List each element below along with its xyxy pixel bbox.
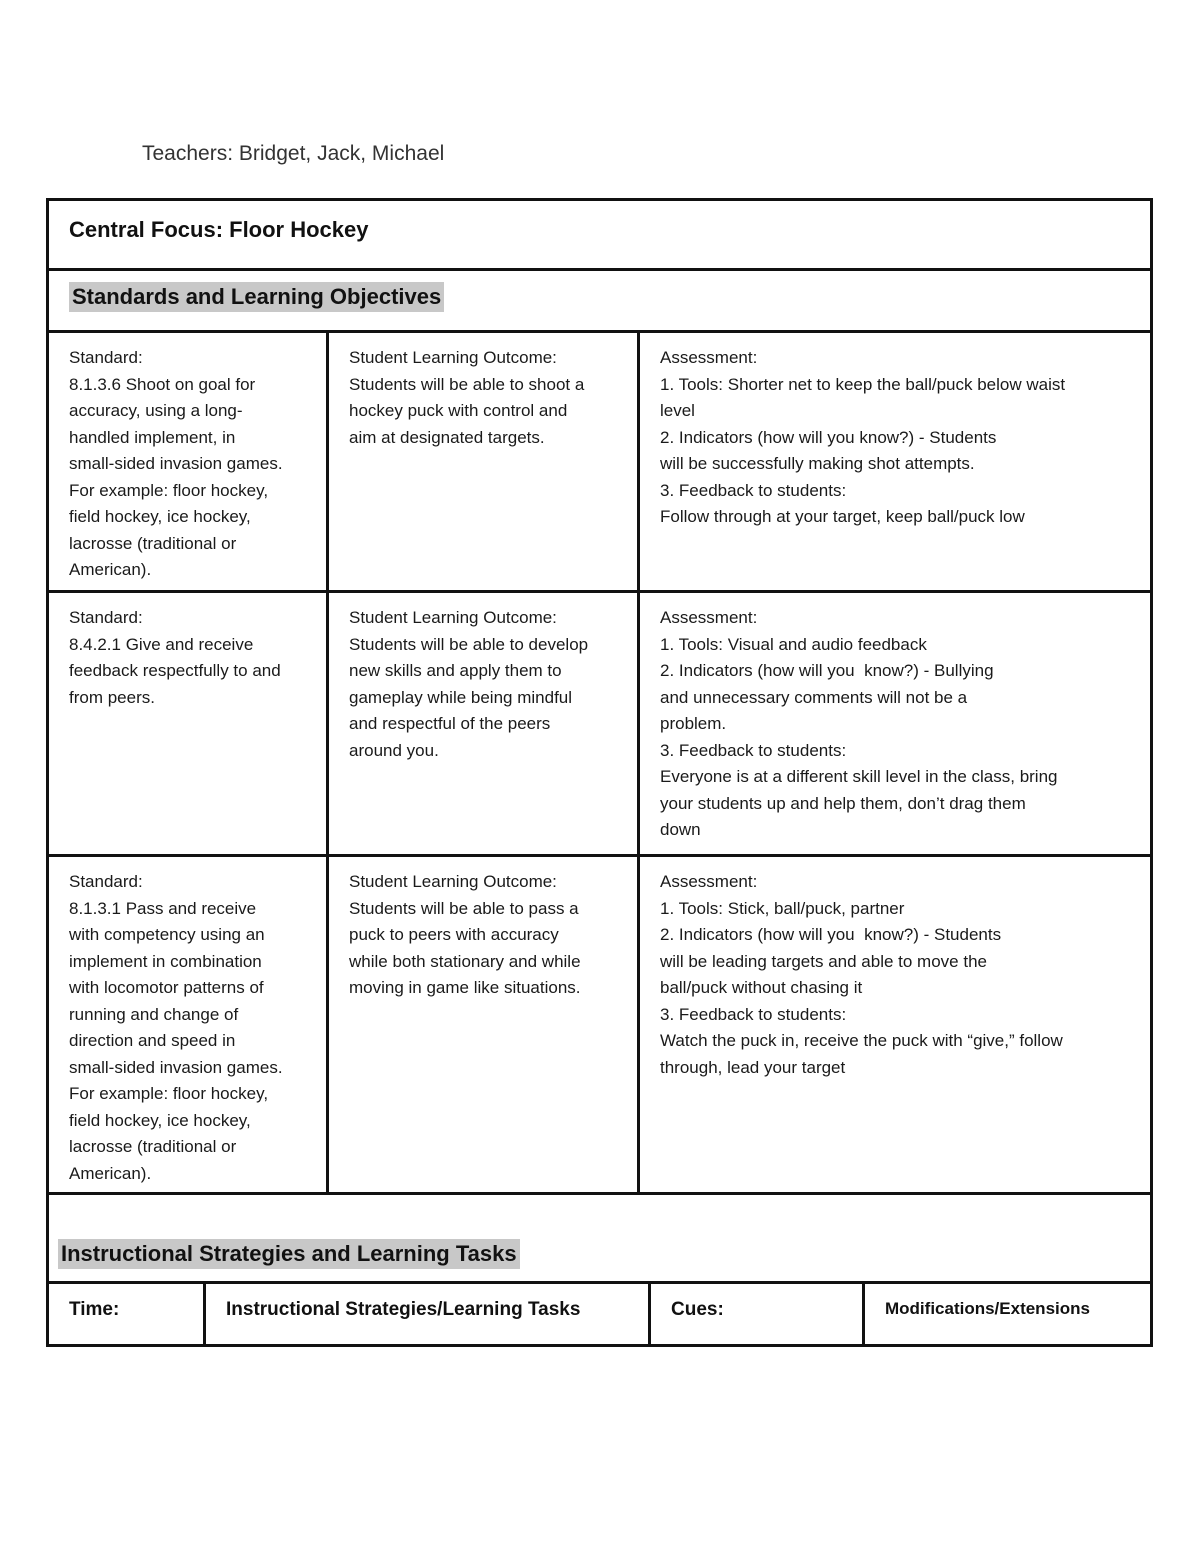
assessment-line: Assessment: (660, 872, 758, 891)
assessment-line: will be successfully making shot attempts. (660, 454, 975, 473)
strategies-header: Instructional Strategies/Learning Tasks (206, 1284, 651, 1344)
standard-line: lacrosse (traditional or (69, 1137, 237, 1156)
standard-line: 8.1.3.1 Pass and receive (69, 898, 257, 918)
outcome-line: moving in game like situations. (349, 978, 581, 997)
standards-heading-row (49, 271, 1150, 333)
outcome-line: hockey puck with control and (349, 401, 568, 420)
outcome-line: Students will be able to shoot a (349, 374, 585, 394)
assessment-line: 2. Indicators (how will you know?) - Students (660, 427, 997, 447)
tasks-table-header (49, 1284, 1150, 1344)
standard-line: with competency using an (69, 925, 265, 944)
outcome-line: new skills and apply them to (349, 661, 562, 680)
outcome-cell (329, 593, 640, 854)
assessment-line: 2. Indicators (how will you know?) - Bullying (660, 661, 994, 680)
standard-line: small-sided invasion games. (69, 1057, 283, 1077)
instructional-heading-row (49, 1195, 1150, 1284)
assessment-cell (640, 857, 1150, 1192)
assessment-line: level (660, 401, 695, 420)
assessment-line: Follow through at your target, keep ball/puck low (660, 507, 1025, 526)
cues-header: Cues: (651, 1284, 865, 1344)
standard-line: field hockey, ice hockey, (69, 1110, 251, 1130)
outcome-line: and respectful of the peers (349, 714, 551, 733)
outcome-line: Students will be able to pass a (349, 898, 579, 918)
standard-line: implement in combination (69, 951, 262, 971)
standard-cell (49, 857, 329, 1192)
standard-line: direction and speed in (69, 1031, 236, 1050)
assessment-line: through, lead your target (660, 1057, 846, 1077)
standard-line: accuracy, using a long- (69, 401, 243, 420)
assessment-line: 1. Tools: Shorter net to keep the ball/puck below waist (660, 374, 1066, 394)
assessment-line: 1. Tools: Stick, ball/puck, partner (660, 898, 905, 918)
outcome-line: around you. (349, 740, 439, 760)
standard-line: For example: floor hockey, (69, 1084, 269, 1103)
assessment-line: 1. Tools: Visual and audio feedback (660, 634, 927, 654)
standard-line: field hockey, ice hockey, (69, 507, 251, 526)
assessment-line: 3. Feedback to students: (660, 480, 847, 500)
time-header: Time: (49, 1284, 206, 1344)
standard-row (49, 857, 1150, 1195)
standard-cell (49, 333, 329, 590)
instructional-heading: Instructional Strategies and Learning Tasks (58, 1239, 520, 1269)
standard-row (49, 333, 1150, 593)
assessment-cell (640, 333, 1150, 590)
outcome-line: aim at designated targets. (349, 427, 545, 447)
standard-line: 8.4.2.1 Give and receive (69, 634, 254, 654)
assessment-line: ball/puck without chasing it (660, 978, 863, 997)
central-focus-title: Central Focus: Floor Hockey (69, 217, 369, 242)
assessment-line: Watch the puck in, receive the puck with “give,” follow (660, 1031, 1063, 1050)
assessment-line: 3. Feedback to students: (660, 740, 847, 760)
assessment-cell (640, 593, 1150, 854)
central-focus-row (49, 201, 1150, 271)
assessment-line: Everyone is at a different skill level in the class, bring (660, 767, 1058, 786)
standard-line: handled implement, in (69, 427, 236, 447)
lesson-plan-table (46, 198, 1153, 1347)
assessment-line: problem. (660, 714, 727, 733)
outcome-line: gameplay while being mindful (349, 687, 573, 707)
standard-cell (49, 593, 329, 854)
assessment-line: Assessment: (660, 348, 758, 367)
teachers-line: Teachers: Bridget, Jack, Michael (142, 142, 445, 165)
assessment-line: 2. Indicators (how will you know?) - Students (660, 925, 1002, 944)
standard-line: 8.1.3.6 Shoot on goal for (69, 374, 256, 394)
outcome-cell (329, 333, 640, 590)
standard-line: with locomotor patterns of (69, 978, 264, 997)
outcome-line: Student Learning Outcome: (349, 348, 557, 367)
standard-line: from peers. (69, 687, 155, 707)
assessment-line: down (660, 820, 701, 839)
assessment-line: your students up and help them, don’t drag them (660, 793, 1026, 813)
standard-line: lacrosse (traditional or (69, 533, 237, 553)
modifications-header: Modifications/Extensions (885, 1299, 1090, 1318)
standard-line: For example: floor hockey, (69, 480, 269, 500)
standard-line: small-sided invasion games. (69, 454, 283, 473)
standard-line: American). (69, 1163, 152, 1183)
outcome-line: Student Learning Outcome: (349, 872, 557, 891)
standard-line: Standard: (69, 608, 143, 627)
assessment-line: and unnecessary comments will not be a (660, 687, 968, 707)
standard-line: American). (69, 560, 152, 579)
standard-row (49, 593, 1150, 857)
outcome-line: Student Learning Outcome: (349, 608, 557, 627)
standard-line: feedback respectfully to and (69, 661, 281, 680)
standards-heading: Standards and Learning Objectives (69, 282, 444, 312)
standard-line: Standard: (69, 872, 143, 891)
outcome-line: Students will be able to develop (349, 634, 589, 654)
outcome-line: while both stationary and while (349, 951, 581, 971)
outcome-cell (329, 857, 640, 1192)
standard-line: Standard: (69, 348, 143, 367)
standard-line: running and change of (69, 1004, 239, 1024)
assessment-line: will be leading targets and able to move the (660, 951, 987, 971)
outcome-line: puck to peers with accuracy (349, 925, 559, 944)
assessment-line: Assessment: (660, 608, 758, 627)
assessment-line: 3. Feedback to students: (660, 1004, 847, 1024)
